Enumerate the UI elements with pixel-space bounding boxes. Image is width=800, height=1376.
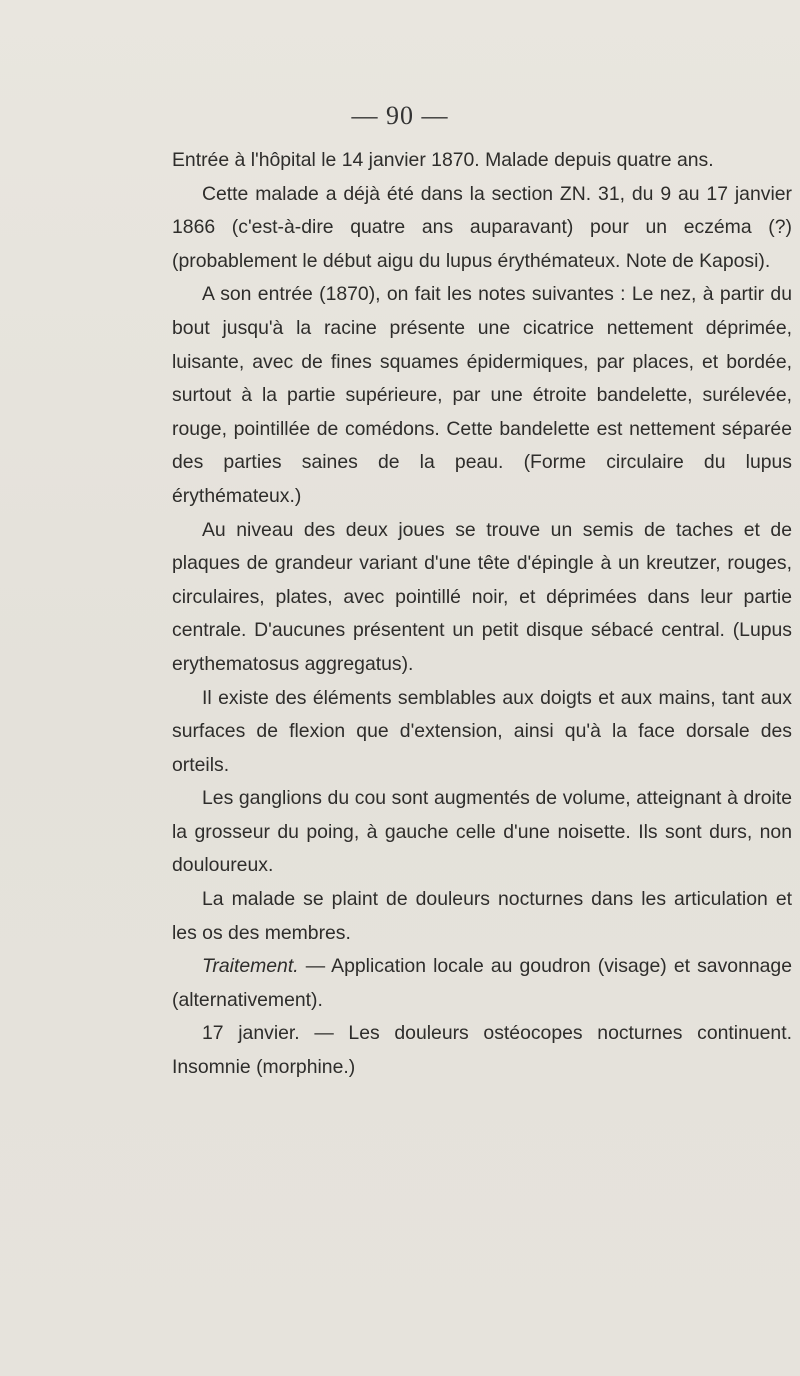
- paragraph-ganglions: Les ganglions du cou sont augmentés de volume, atteignant à droite la grosseur du poing, à gauche celle d'une noisette. Ils sont durs, non douloureux.: [172, 787, 792, 877]
- treatment-label: Traitement.: [202, 955, 299, 978]
- paragraph-treatment: [172, 950, 792, 1017]
- treatment-text: — Application locale au goudron (visage) et savonnage (alternativement).: [172, 955, 792, 1011]
- paragraph-admission: Entrée à l'hôpital le 14 janvier 1870. Malade depuis quatre ans.: [172, 149, 714, 171]
- page-number: — 90 —: [351, 101, 449, 130]
- paragraph-hands: Il existe des éléments semblables aux doigts et aux mains, tant aux surfaces de flexion que d'extension, ainsi qu'à la face dorsale des orteils.: [172, 686, 792, 776]
- body-text: [172, 144, 792, 1085]
- paragraph-pain: La malade se plaint de douleurs nocturnes dans les articulation et les os des membres.: [172, 888, 792, 944]
- paragraph-cheeks: Au niveau des deux joues se trouve un semis de taches et de plaques de grandeur variant d'une tête d'épingle à un kreutzer, rouges, circulaires, plates, avec pointillé noir, et déprimées dans leur partie centrale. D'aucunes présentent un petit disque sébacé central. (Lupus erythematosus aggregatus).: [172, 518, 792, 675]
- paragraph-followup: 17 janvier. — Les douleurs ostéocopes nocturnes continuent. Insomnie (morphine.): [172, 1022, 792, 1079]
- paragraph-history: Cette malade a déjà été dans la section ZN. 31, du 9 au 17 janvier 1866 (c'est-à-dire quatre ans auparavant) pour un eczéma (?) (probablement le début aigu du lupus érythémateux. Note de Kaposi).: [172, 182, 792, 272]
- paragraph-nose: A son entrée (1870), on fait les notes suivantes : Le nez, à partir du bout jusqu'à la racine présente une cicatrice nettement déprimée, luisante, avec de fines squames épidermiques, par places, et bordée, surtout à la partie supérieure, par une étroite bandelette, surélevée, rouge, pointillée de comédons. Cette bandelette est nettement séparée des parties saines de la peau. (Forme circulaire du lupus érythémateux.): [172, 283, 792, 507]
